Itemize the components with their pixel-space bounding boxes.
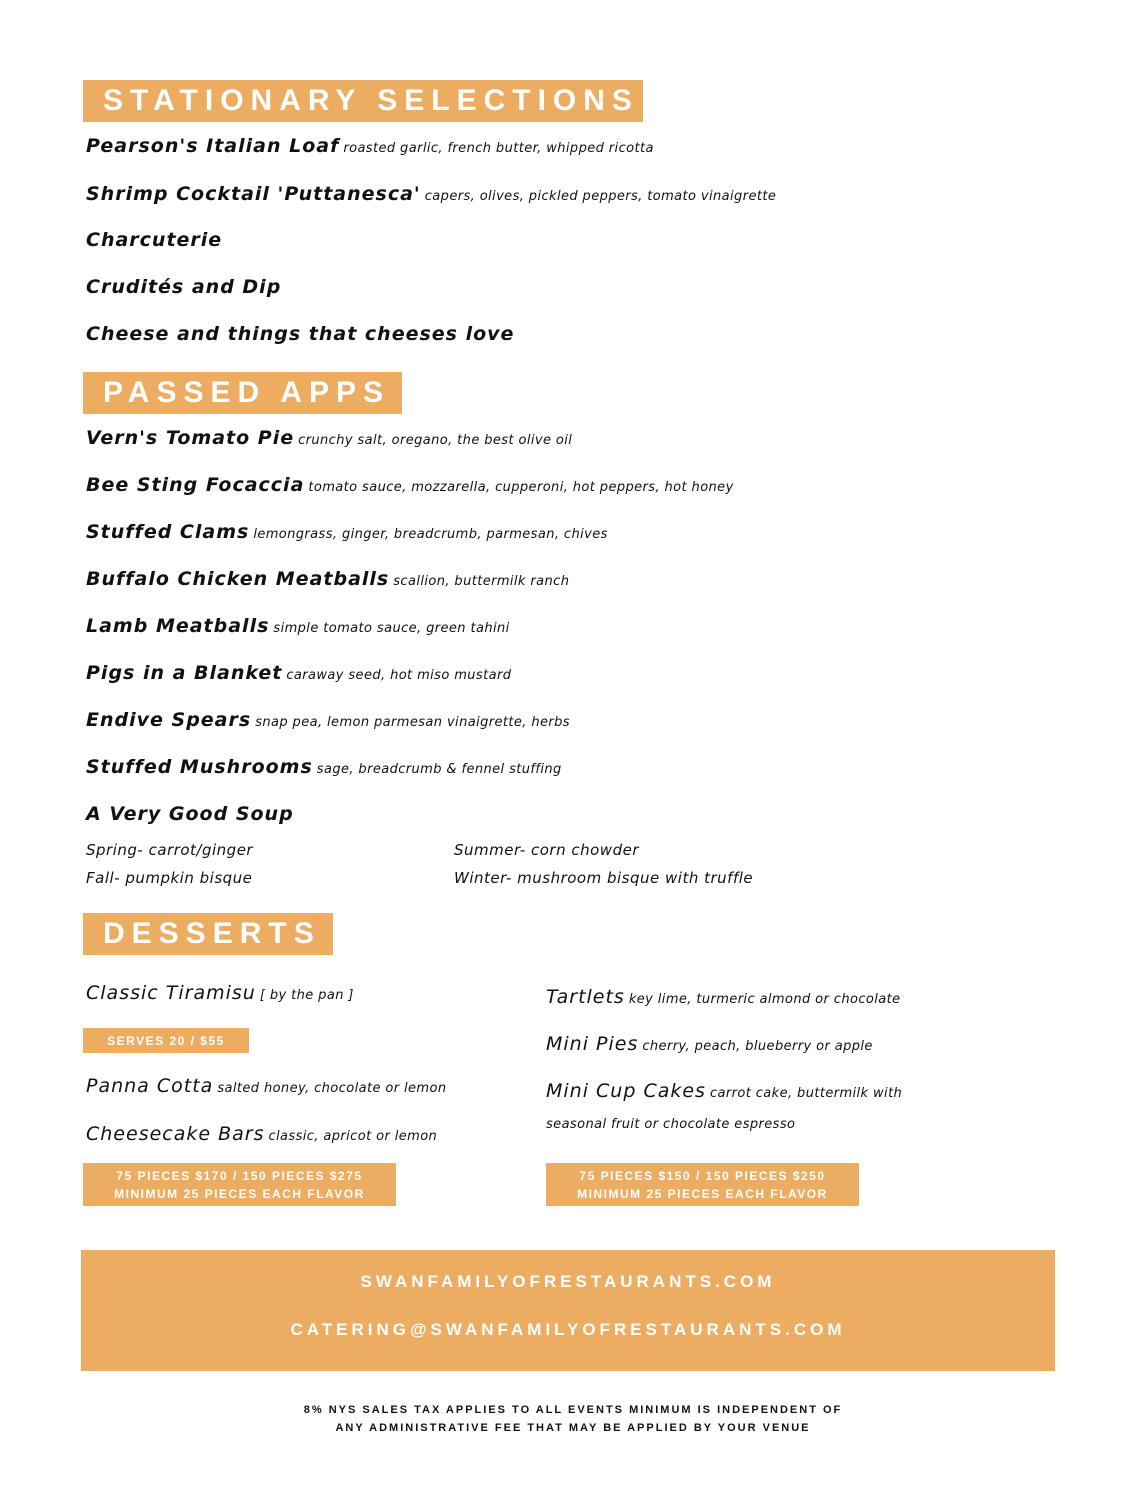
item-description: crunchy salt, oregano, the best olive oil bbox=[298, 433, 573, 448]
item-description: [ by the pan ] bbox=[259, 988, 354, 1003]
item-name: Cheesecake Bars bbox=[86, 1123, 265, 1145]
disclaimer-line: 8% NYS SALES TAX APPLIES TO ALL EVENTS MINIMUM IS INDEPENDENT OF bbox=[303, 1404, 843, 1416]
website-link[interactable]: SWANFAMILYOFRESTAURANTS.COM bbox=[360, 1272, 776, 1291]
item-name: Tartlets bbox=[546, 986, 625, 1008]
disclaimer-line: ANY ADMINISTRATIVE FEE THAT MAY BE APPLIED BY YOUR VENUE bbox=[335, 1422, 811, 1434]
item-name: Endive Spears bbox=[86, 709, 252, 731]
item-description: classic, apricot or lemon bbox=[268, 1129, 438, 1144]
item-name: Shrimp Cocktail 'Puttanesca' bbox=[86, 183, 421, 205]
item-name: Pearson's Italian Loaf bbox=[86, 135, 340, 157]
item-name: Panna Cotta bbox=[86, 1075, 214, 1097]
item-description: capers, olives, pickled peppers, tomato vinaigrette bbox=[424, 189, 777, 204]
item-name: Charcuterie bbox=[86, 229, 223, 251]
item-name: Classic Tiramisu bbox=[86, 982, 256, 1004]
menu-item bbox=[86, 183, 776, 205]
menu-item bbox=[86, 135, 654, 157]
menu-item bbox=[86, 756, 562, 778]
stationary-selections-header: STATIONARY SELECTIONS bbox=[83, 80, 643, 122]
soup-fall: Fall- pumpkin bisque bbox=[86, 869, 253, 887]
menu-item bbox=[546, 1033, 873, 1055]
item-name: Stuffed Clams bbox=[86, 521, 250, 543]
item-description: salted honey, chocolate or lemon bbox=[217, 1081, 447, 1096]
contact-band bbox=[81, 1250, 1055, 1371]
price-text: SERVES 20 / $55 bbox=[107, 1034, 225, 1048]
price-line: 75 PIECES $150 / 150 PIECES $250 bbox=[579, 1169, 826, 1183]
item-description: key lime, turmeric almond or chocolate bbox=[628, 992, 901, 1007]
soup-spring: Spring- carrot/ginger bbox=[86, 841, 254, 859]
item-description: sage, breadcrumb & fennel stuffing bbox=[316, 762, 562, 777]
menu-item bbox=[86, 1075, 446, 1097]
item-name: Buffalo Chicken Meatballs bbox=[86, 568, 390, 590]
tiramisu-price-tag bbox=[83, 1028, 249, 1053]
right-price-tag bbox=[546, 1163, 859, 1206]
item-description: simple tomato sauce, green tahini bbox=[273, 621, 510, 636]
menu-item bbox=[86, 521, 608, 543]
menu-item bbox=[86, 662, 511, 684]
menu-item bbox=[86, 323, 514, 345]
item-description: cherry, peach, blueberry or apple bbox=[642, 1039, 873, 1054]
tax-disclaimer bbox=[0, 1401, 1146, 1437]
menu-item bbox=[86, 615, 510, 637]
item-name: Pigs in a Blanket bbox=[86, 662, 283, 684]
item-name: Mini Cup Cakes bbox=[546, 1080, 706, 1102]
price-line: 75 PIECES $170 / 150 PIECES $275 bbox=[116, 1169, 363, 1183]
item-name: Stuffed Mushrooms bbox=[86, 756, 313, 778]
left-price-tag bbox=[83, 1163, 396, 1206]
minimum-line: MINIMUM 25 PIECES EACH FLAVOR bbox=[577, 1187, 828, 1201]
item-name: Cheese and things that cheeses love bbox=[86, 323, 515, 345]
item-description: snap pea, lemon parmesan vinaigrette, herbs bbox=[255, 715, 570, 730]
soup-winter: Winter- mushroom bisque with truffle bbox=[454, 869, 754, 887]
item-description: tomato sauce, mozzarella, cupperoni, hot peppers, hot honey bbox=[308, 480, 734, 495]
menu-item bbox=[86, 276, 281, 298]
menu-item bbox=[86, 1123, 437, 1145]
passed-apps-header: PASSED APPS bbox=[83, 372, 402, 414]
soup-summer: Summer- corn chowder bbox=[454, 841, 639, 859]
item-description: roasted garlic, french butter, whipped ricotta bbox=[343, 141, 654, 156]
item-description-continued bbox=[546, 1113, 795, 1132]
item-name: A Very Good Soup bbox=[86, 803, 294, 825]
menu-item bbox=[546, 1080, 902, 1102]
menu-item bbox=[86, 803, 294, 825]
item-name: Mini Pies bbox=[546, 1033, 639, 1055]
item-name: Vern's Tomato Pie bbox=[86, 427, 295, 449]
menu-item bbox=[86, 568, 569, 590]
menu-item bbox=[546, 986, 901, 1008]
menu-item bbox=[86, 229, 222, 251]
menu-item bbox=[86, 474, 734, 496]
desserts-header: DESSERTS bbox=[83, 913, 333, 955]
item-description: carrot cake, buttermilk with bbox=[709, 1086, 903, 1101]
item-description: lemongrass, ginger, breadcrumb, parmesan, chives bbox=[253, 527, 608, 542]
item-name: Crudités and Dip bbox=[86, 276, 282, 298]
email-link[interactable]: CATERING@SWANFAMILYOFRESTAURANTS.COM bbox=[290, 1320, 846, 1339]
minimum-line: MINIMUM 25 PIECES EACH FLAVOR bbox=[114, 1187, 365, 1201]
menu-item bbox=[86, 709, 570, 731]
item-name: Bee Sting Focaccia bbox=[86, 474, 305, 496]
menu-item bbox=[86, 427, 572, 449]
item-name: Lamb Meatballs bbox=[86, 615, 270, 637]
item-description: scallion, buttermilk ranch bbox=[393, 574, 570, 589]
item-description: caraway seed, hot miso mustard bbox=[286, 668, 512, 683]
menu-item bbox=[86, 982, 354, 1004]
item-description: seasonal fruit or chocolate espresso bbox=[546, 1117, 796, 1132]
